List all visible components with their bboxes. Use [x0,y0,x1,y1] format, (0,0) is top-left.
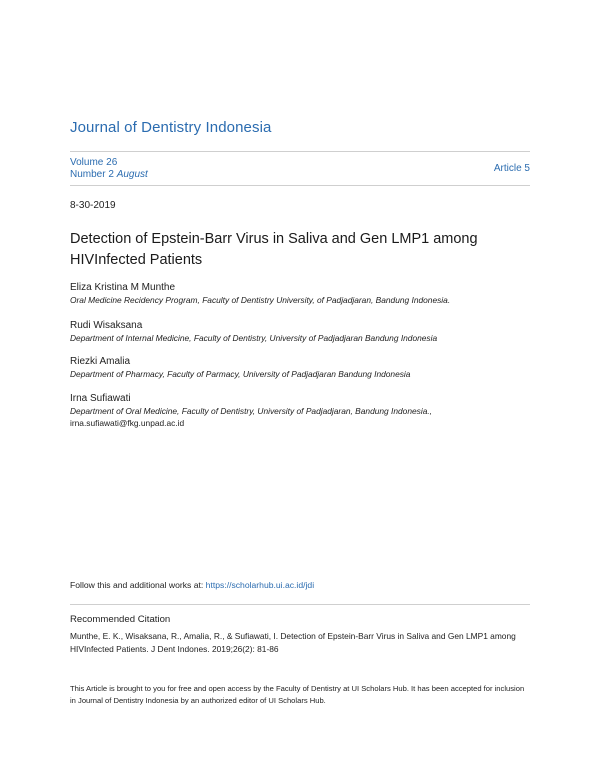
issue-month: August [116,169,148,180]
follow-text: Follow this and additional works at: [70,580,206,590]
author-name: Irna Sufiawati [70,393,131,404]
author-entry [70,319,540,344]
author-affiliation: Oral Medicine Recidency Program, Faculty of Dentistry University, of Padjadjaran, Bandung Indonesia. [70,295,451,305]
volume-link[interactable]: Volume 26 [70,157,118,168]
recommended-citation-text: Munthe, E. K., Wisaksana, R., Amalia, R., & Sufiawati, I. Detection of Epstein-Barr Virus in Saliva and Gen LMP1 among HIVInfected Patients. J Dent Indones. 2019;26(2): 81-86 [70,631,516,654]
author-affiliation: Department of Oral Medicine, Faculty of Dentistry, University of Padjadjaran, Bandung Indonesia., [70,406,433,416]
issue-number: Number 2 [70,169,114,180]
author-affiliation: Department of Pharmacy, Faculty of Parmacy, University of Padjadjaran Bandung Indonesia [70,369,411,379]
author-email: irna.sufiawati@fkg.unpad.ac.id [70,418,185,428]
journal-title-link[interactable]: Journal of Dentistry Indonesia [70,119,272,136]
author-entry [70,355,540,380]
author-entry [70,281,540,306]
article-number-link[interactable]: Article 5 [493,163,530,174]
open-access-note: This Article is brought to you for free and open access by the Faculty of Dentistry at UI Scholars Hub. It has been accepted for inclusion in Journal of Dentistry Indonesia by an authorized editor of UI Scholars Hub. [70,684,525,705]
recommended-citation-heading: Recommended Citation [70,614,171,625]
paper-title: Detection of Epstein-Barr Virus in Saliva and Gen LMP1 among HIVInfected Patients [70,231,478,268]
follow-line [70,580,314,590]
author-entry [70,392,540,429]
author-name: Riezki Amalia [70,356,131,367]
publication-date: 8-30-2019 [70,200,116,211]
issue-number-link[interactable] [70,169,148,181]
author-name: Eliza Kristina M Munthe [70,282,176,293]
header-divider [70,151,530,152]
repository-link[interactable]: https://scholarhub.ui.ac.id/jdi [205,580,315,590]
citation-divider [70,604,530,605]
author-affiliation: Department of Internal Medicine, Faculty of Dentistry, University of Padjadjaran Bandung Indonesia [70,333,438,343]
author-name: Rudi Wisaksana [70,320,143,331]
issue-info [70,157,148,181]
issue-divider [70,185,530,186]
